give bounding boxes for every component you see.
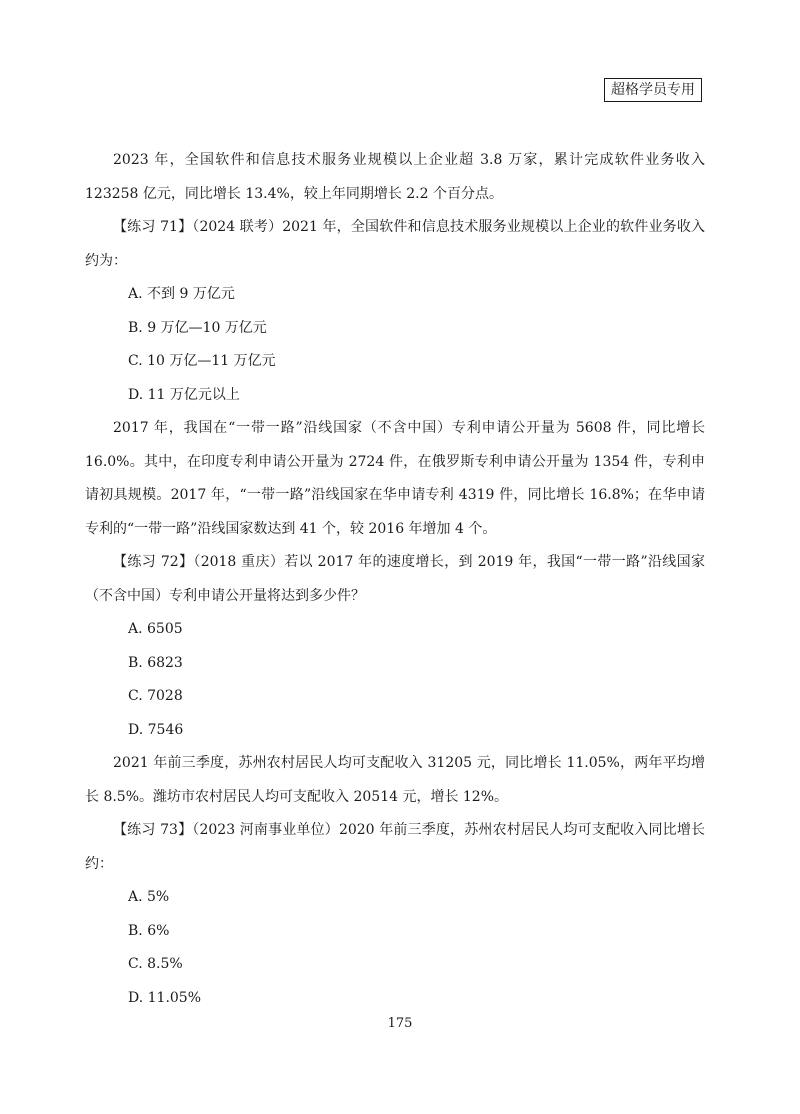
question-72-option-a: A. 6505	[128, 621, 183, 637]
material-paragraph-belt-road: 2017 年，我国在“一带一路”沿线国家（不含中国）专利申请公开量为 5608 件，同比增长 16.0%。其中，在印度专利申请公开量为 2724 件，在俄罗斯专利申请公开量为 1354 件，专利申请初具规模。2017 年，“一带一路”沿线国家在华申请专利 4319 件，同比增长 16.8%；在华申请专利的“一带一路”沿线国家数达到 41 个，较 2016 年增加 4 个。	[85, 420, 705, 537]
question-71-option-b: B. 9 万亿—10 万亿元	[128, 319, 267, 336]
question-73-option-d: D. 11.05%	[128, 989, 202, 1006]
question-72-option-b: B. 6823	[128, 654, 183, 671]
student-only-badge: 超格学员专用	[604, 78, 702, 102]
question-72-option-c: C. 7028	[128, 688, 183, 704]
question-72: 【练习 72】（2018 重庆）若以 2017 年的速度增长，到 2019 年，我国“一带一路”沿线国家（不含中国）专利申请公开量将达到多少件？	[85, 554, 705, 604]
question-71-option-d: D. 11 万亿元以上	[128, 386, 240, 403]
page-content	[85, 144, 705, 1015]
question-73-option-b: B. 6%	[128, 922, 170, 939]
question-71: 【练习 71】（2024 联考）2021 年，全国软件和信息技术服务业规模以上企业的软件业务收入约为：	[85, 219, 705, 269]
question-73-option-c: C. 8.5%	[128, 956, 183, 972]
question-73-option-a: A. 5%	[128, 889, 170, 905]
question-71-option-c: C. 10 万亿—11 万亿元	[128, 353, 276, 369]
question-72-option-d: D. 7546	[128, 721, 184, 738]
material-paragraph-income: 2021 年前三季度，苏州农村居民人均可支配收入 31205 元，同比增长 11.05%，两年平均增长 8.5%。潍坊市农村居民人均可支配收入 20514 元，增长 12%。	[85, 755, 705, 805]
page-number: 175	[387, 1016, 413, 1031]
material-paragraph-software: 2023 年，全国软件和信息技术服务业规模以上企业超 3.8 万家，累计完成软件业务收入 123258 亿元，同比增长 13.4%，较上年同期增长 2.2 个百分点。	[85, 152, 705, 202]
question-71-option-a: A. 不到 9 万亿元	[128, 286, 235, 302]
question-73: 【练习 73】（2023 河南事业单位）2020 年前三季度，苏州农村居民人均可支配收入同比增长约：	[85, 822, 705, 872]
